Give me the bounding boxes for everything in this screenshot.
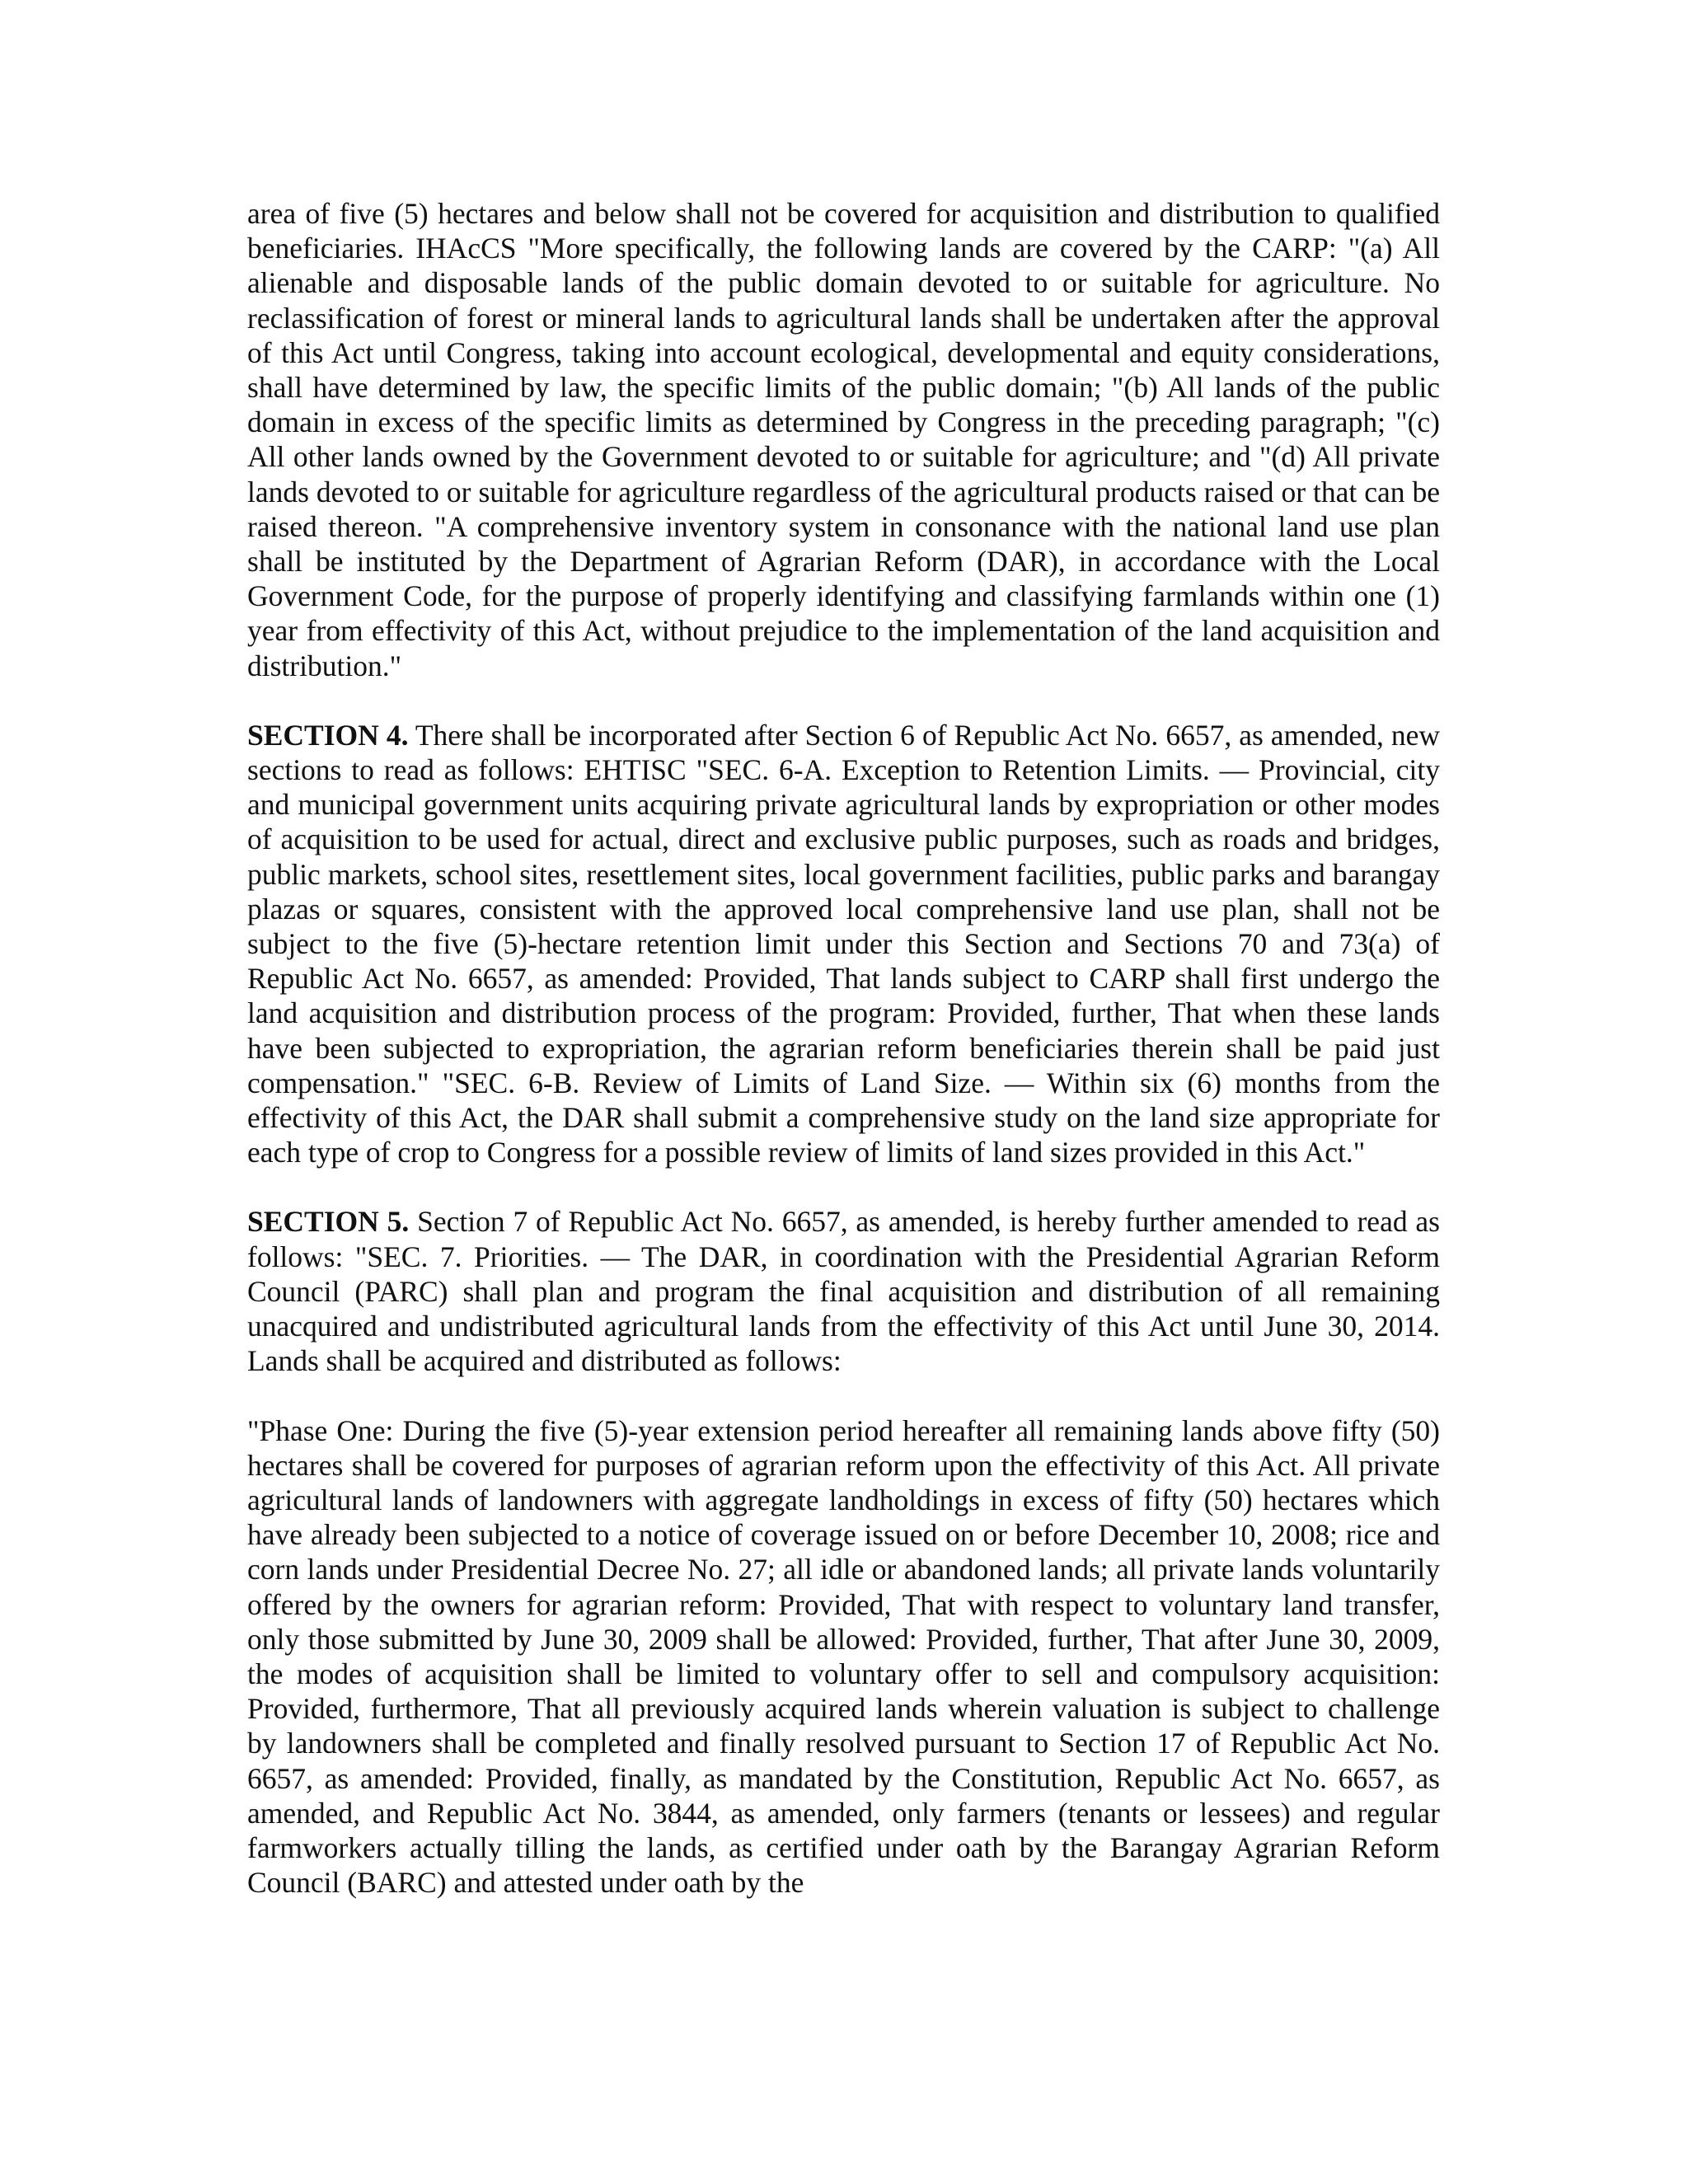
paragraph-text: area of five (5) hectares and below shall not be covered for acquisition and distribution to qualified beneficiaries. IHAcCS "More specifically, the following lands are covered by the CARP: "(a) All alienable and disposable lands of the public domain devoted to or suitable for agriculture. No reclassification of forest or mineral lands to agricultural lands shall be undertaken after the approval of this Act until Congress, taking into account ecological, developmental and equity considerations, shall have determined by law, the specific limits of the public domain; "(b) All lands of the public domain in excess of the specific limits as determined by Congress in the preceding paragraph; "(c) All other lands owned by the Government devoted to or suitable for agriculture; and "(d) All private lands devoted to or suitable for agriculture regardless of the agricultural products raised or that can be raised thereon. "A comprehensive inventory system in consonance with the national land use plan shall be instituted by the Department of Agrarian Reform (DAR), in accordance with the Local Government Code, for the purpose of properly identifying and classifying farmlands within one (1) year from effectivity of this Act, without prejudice to the implementation of the land acquisition and distribution."	[247, 197, 1440, 682]
paragraph-text: "Phase One: During the five (5)-year extension period hereafter all remaining lands above fifty (50) hectares shall be covered for purposes of agrarian reform upon the effectivity of this Act. All private agricultural lands of landowners with aggregate landholdings in excess of fifty (50) hectares which have already been subjected to a notice of coverage issued on or before December 10, 2008; rice and corn lands under Presidential Decree No. 27; all idle or abandoned lands; all private lands voluntarily offered by the owners for agrarian reform: Provided, That with respect to voluntary land transfer, only those submitted by June 30, 2009 shall be allowed: Provided, further, That after June 30, 2009, the modes of acquisition shall be limited to voluntary offer to sell and compulsory acquisition: Provided, furthermore, That all previously acquired lands wherein valuation is subject to challenge by landowners shall be completed and finally resolved pursuant to Section 17 of Republic Act No. 6657, as amended: Provided, finally, as mandated by the Constitution, Republic Act No. 6657, as amended, and Republic Act No. 3844, as amended, only farmers (tenants or lessees) and regular farmworkers actually tilling the lands, as certified under oath by the Barangay Agrarian Reform Council (BARC) and attested under oath by the	[247, 1413, 1440, 1900]
paragraph-text: There shall be incorporated after Section 6 of Republic Act No. 6657, as amended, new sections to read as follows: EHTISC "SEC. 6-A. Exception to Retention Limits. — Provincial, city and municipal government units acquiring private agricultural lands by expropriation or other modes of acquisition to be used for actual, direct and exclusive public purposes, such as roads and bridges, public markets, school sites, resettlement sites, local government facilities, public parks and barangay plazas or squares, consistent with the approved local comprehensive land use plan, shall not be subject to the five (5)-hectare retention limit under this Section and Sections 70 and 73(a) of Republic Act No. 6657, as amended: Provided, That lands subject to CARP shall first undergo the land acquisition and distribution process of the program: Provided, further, That when these lands have been subjected to expropriation, the agrarian reform beneficiaries therein shall be paid just compensation." "SEC. 6-B. Review of Limits of Land Size. — Within six (6) months from the effectivity of this Act, the DAR shall submit a comprehensive study on the land size appropriate for each type of crop to Congress for a possible review of limits of land sizes provided in this Act."	[247, 718, 1440, 1169]
paragraph-text: Section 7 of Republic Act No. 6657, as amended, is hereby further amended to read as follows: "SEC. 7. Priorities. — The DAR, in coordination with the Presidential Agrarian Reform Council (PARC) shall plan and program the final acquisition and distribution of all remaining unacquired and undistributed agricultural lands from the effectivity of this Act until June 30, 2014. Lands shall be acquired and distributed as follows:	[247, 1205, 1440, 1378]
section-heading: SECTION 4.	[247, 718, 409, 752]
paragraph-phase-one	[247, 1413, 1440, 1900]
section-heading: SECTION 5.	[247, 1205, 410, 1239]
paragraph-section-5	[247, 1204, 1440, 1378]
paragraph-coverage	[247, 196, 1440, 683]
document-body	[247, 196, 1440, 1934]
paragraph-section-4	[247, 718, 1440, 1170]
